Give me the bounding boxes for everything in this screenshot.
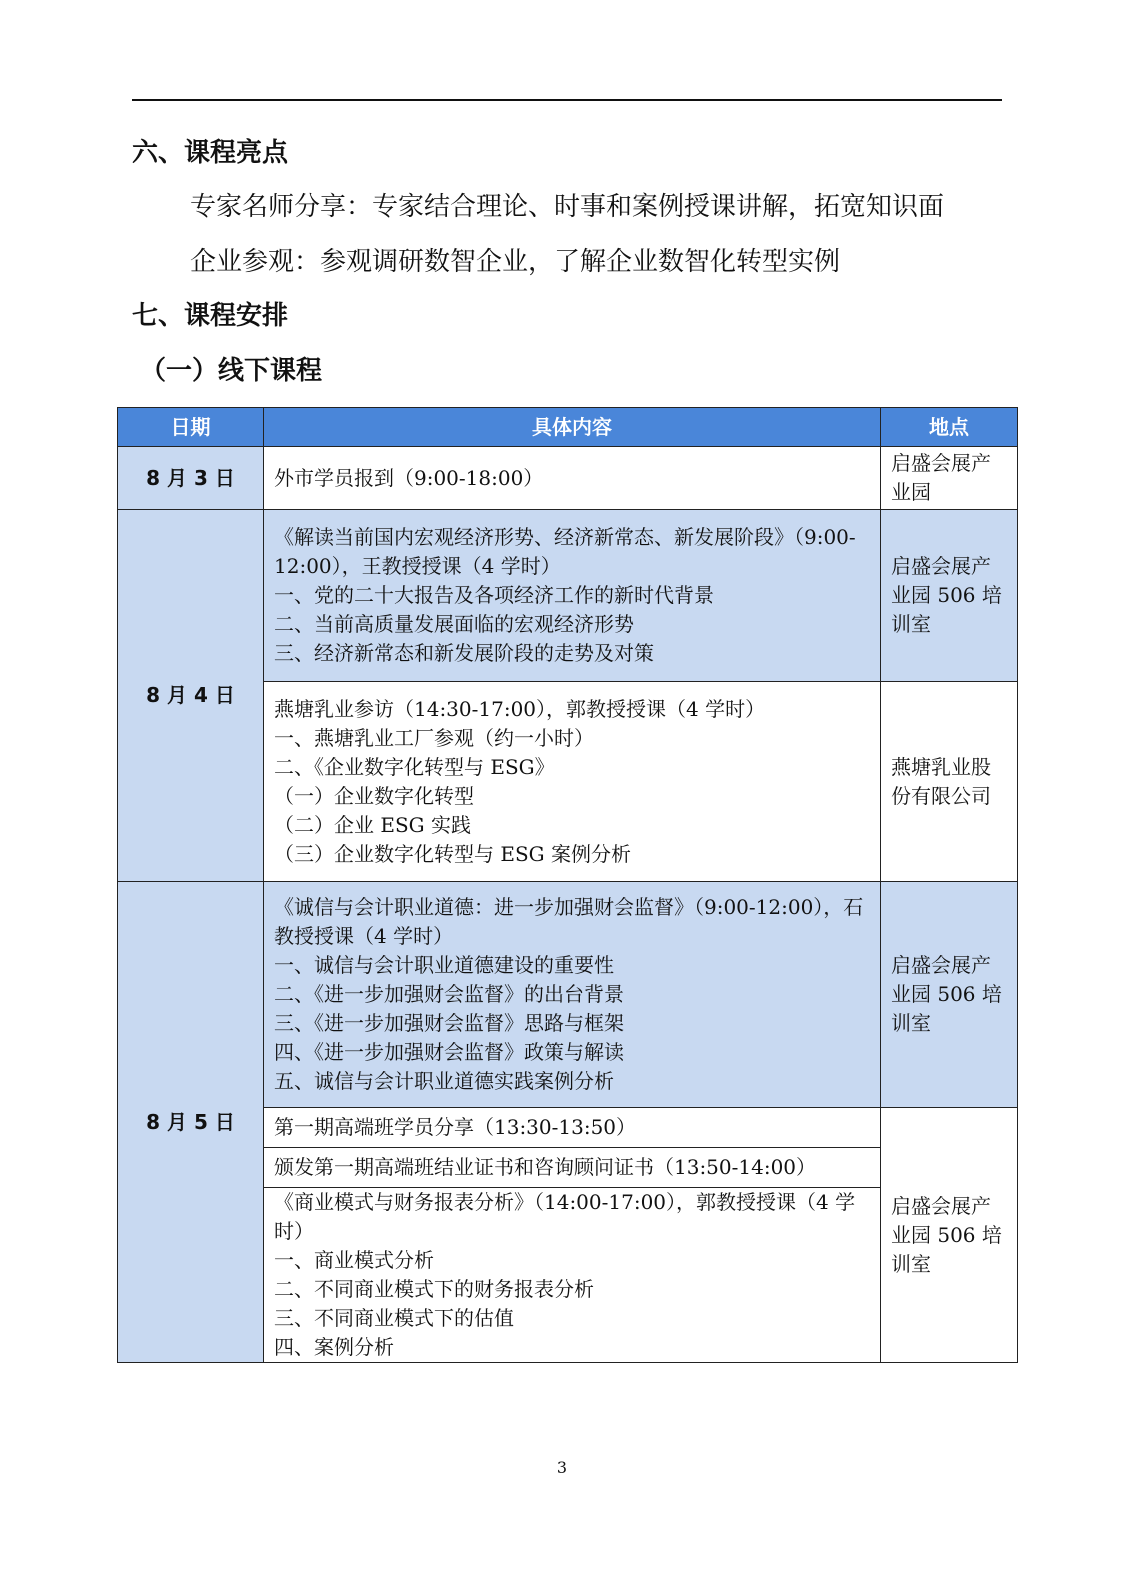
content-line: 三、不同商业模式下的估值 [274,1306,514,1330]
content-cell [264,447,881,510]
content-cell [264,882,881,1108]
schedule-table [117,407,1018,1363]
content-line: （二）企业 ESG 实践 [274,812,471,837]
place-cell: 燕塘乳业股份有限公司 [881,682,1018,882]
content-line: 四、《进一步加强财会监督》政策与解读 [274,1040,624,1064]
content-line: 外市学员报到（9:00-18:00） [274,465,544,490]
content-line: 三、经济新常态和新发展阶段的走势及对策 [274,641,654,665]
section-7-title: 七、课程安排 [132,301,289,331]
content-line: 四、案例分析 [274,1335,394,1359]
highlight-visit: 企业参观：参观调研数智企业，了解企业数智化转型实例 [190,247,841,277]
content-line: （一）企业数字化转型 [274,783,474,808]
header-content: 具体内容 [264,408,881,447]
content-line: 一、诚信与会计职业道德建设的重要性 [274,953,614,977]
content-line: 颁发第一期高端班结业证书和咨询顾问证书（13:50-14:00） [274,1155,817,1179]
content-line: 五、诚信与会计职业道德实践案例分析 [274,1069,614,1093]
place-cell: 启盛会展产业园 506 培训室 [881,882,1018,1108]
content-cell [264,1188,881,1363]
content-line: 《诚信与会计职业道德：进一步加强财会监督》（9:00-12:00），石教授授课（4 学时） [274,895,864,948]
content-line: （三）企业数字化转型与 ESG 案例分析 [274,841,631,866]
content-line: 二、《进一步加强财会监督》的出台背景 [274,982,624,1006]
place-cell: 启盛会展产业园 506 培训室 [881,1108,1018,1363]
content-line: 二、当前高质量发展面临的宏观经济形势 [274,612,634,636]
header-rule [132,99,1002,101]
content-line: 一、商业模式分析 [274,1248,434,1272]
page-number: 3 [556,1458,568,1477]
date-cell: 8 月 5 日 [118,882,264,1363]
content-line: 三、《进一步加强财会监督》思路与框架 [274,1011,624,1035]
content-cell [264,510,881,682]
header-place: 地点 [881,408,1018,447]
content-line: 燕塘乳业参访（14:30-17:00），郭教授授课（4 学时） [274,696,766,721]
date-cell: 8 月 4 日 [118,510,264,882]
place-cell: 启盛会展产业园 506 培训室 [881,510,1018,682]
content-line: 二、《企业数字化转型与 ESG》 [274,754,555,779]
content-line: 《商业模式与财务报表分析》（14:00-17:00），郭教授授课（4 学时） [274,1190,856,1243]
content-cell [264,682,881,882]
table-header-row [118,408,1018,447]
content-line: 《解读当前国内宏观经济形势、经济新常态、新发展阶段》（9:00-12:00），王教授授课（4 学时） [274,525,856,578]
header-date: 日期 [118,408,264,447]
date-cell: 8 月 3 日 [118,447,264,510]
table-row [118,882,1018,1108]
highlight-expert: 专家名师分享：专家结合理论、时事和案例授课讲解，拓宽知识面 [190,192,945,222]
content-line: 二、不同商业模式下的财务报表分析 [274,1277,594,1301]
subsection-offline-title: （一）线下课程 [140,356,323,386]
content-line: 第一期高端班学员分享（13:30-13:50） [274,1115,637,1139]
section-6-title: 六、课程亮点 [132,138,289,168]
content-cell [264,1108,881,1148]
table-row [118,510,1018,682]
content-line: 一、党的二十大报告及各项经济工作的新时代背景 [274,583,714,607]
table-row [118,447,1018,510]
place-cell: 启盛会展产业园 [881,447,1018,510]
content-line: 一、燕塘乳业工厂参观（约一小时） [274,725,594,750]
content-cell [264,1148,881,1188]
